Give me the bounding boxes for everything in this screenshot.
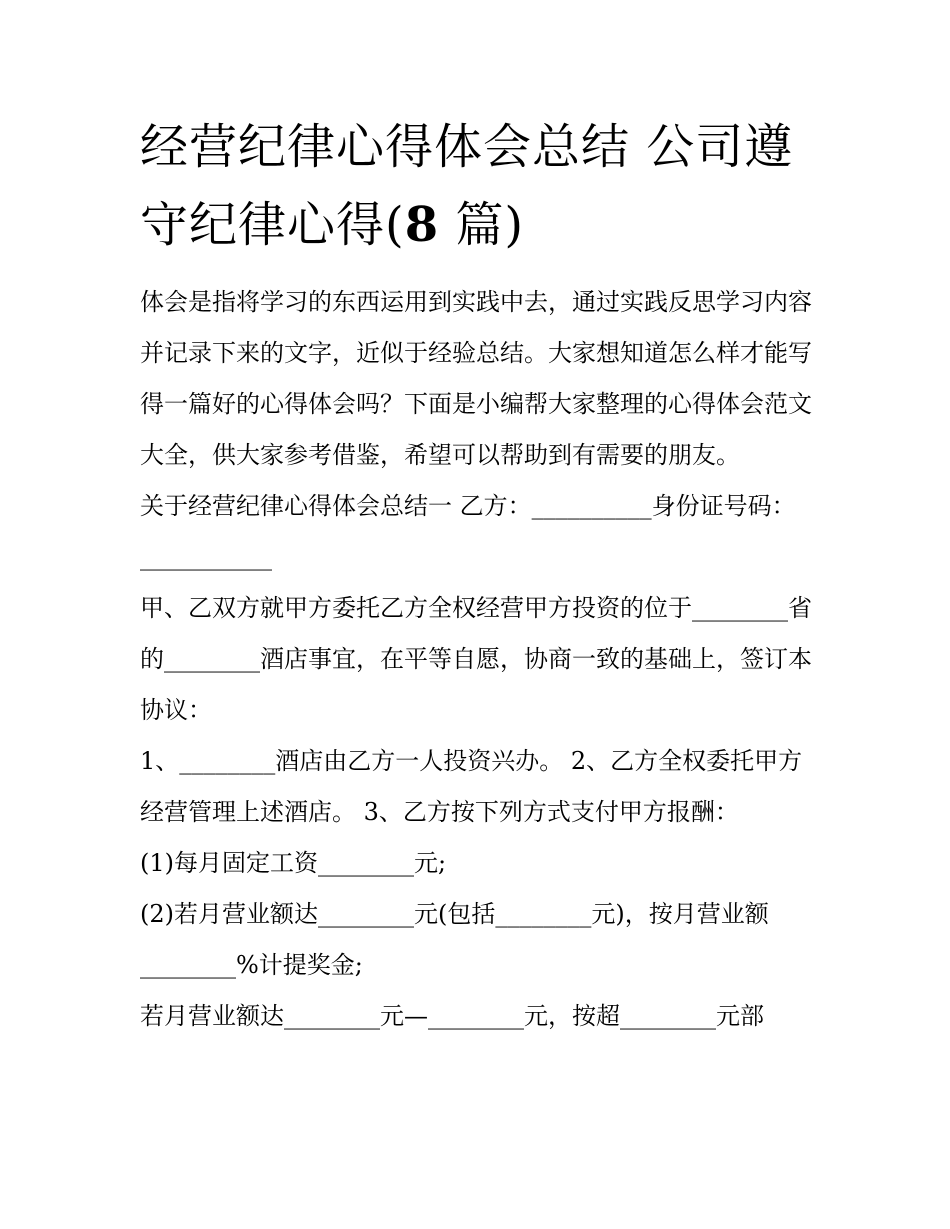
document-title [140,108,820,264]
title-count: 8 [404,197,440,253]
intro-paragraph: 体会是指将学习的东西运用到实践中去，通过实践反思学习内容并记录下来的文字，近似于经验总结。大家想知道怎么样才能写得一篇好的心得体会吗？下面是小编帮大家整理的心得体会范文大全，供大家参考借鉴，希望可以帮助到有需要的朋友。 [140,288,812,469]
fixed-salary-paragraph: (1)每月固定工资________元; [140,849,447,877]
bonus-paragraph: (2)若月营业额达________元(包括________元)，按月营业额________%计提奖金; [140,900,769,979]
clauses-paragraph: 1、________酒店由乙方一人投资兴办。 2、乙方全权委托甲方经营管理上述酒店。 3、乙方按下列方式支付甲方报酬： [140,747,803,826]
section-heading-paragraph: 关于经营纪律心得体会总结一 乙方：__________身份证号码：___________ [140,492,796,571]
document-body [140,277,820,1042]
title-text-end: 篇) [439,197,525,253]
title-text-start: 经营纪律心得体会总结 公司遵守纪律心得( [140,119,794,253]
agreement-preamble-paragraph: 甲、乙双方就甲方委托乙方全权经营甲方投资的位于________省的________酒店事宜，在平等自愿，协商一致的基础上，签订本协议： [140,594,812,724]
excess-bonus-paragraph: 若月营业额达________元—________元，按超________元部 [140,1002,764,1030]
